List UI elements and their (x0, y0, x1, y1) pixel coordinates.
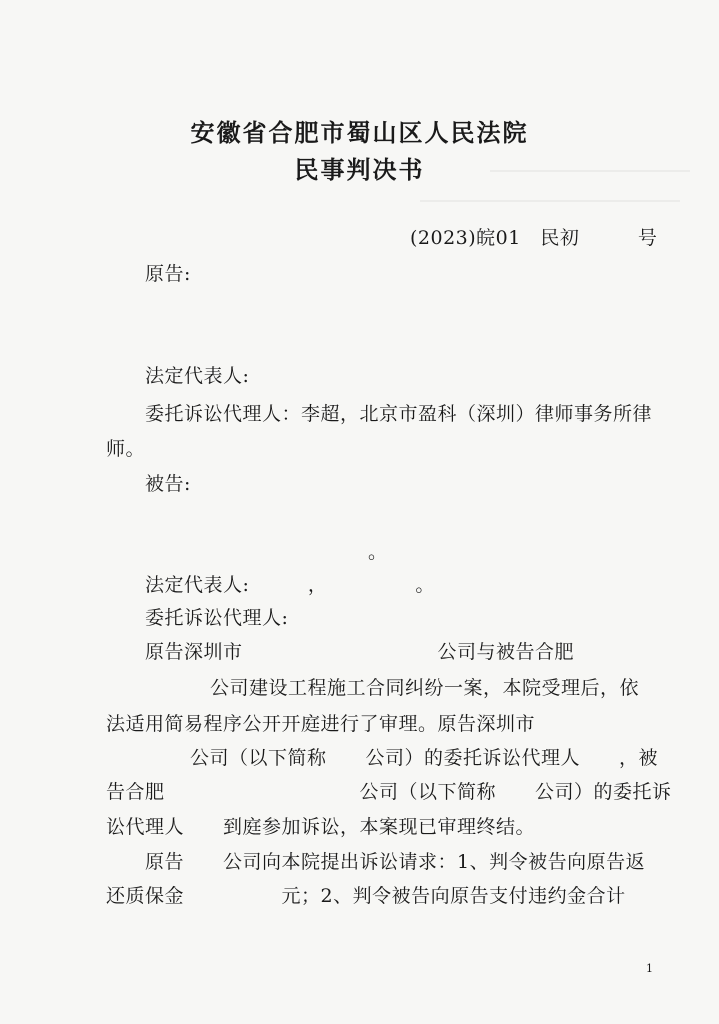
body-line: 告合肥 公司（以下简称 公司）的委托诉 (106, 781, 672, 803)
body-line: 原告 公司向本院提出诉讼请求：1、判令被告向原告返 (145, 851, 646, 873)
body-line: 法适用简易程序公开开庭进行了审理。原告深圳市 (106, 713, 536, 735)
scan-artifact (420, 200, 680, 202)
defendant-legal-rep: 法定代表人: ， 。 (145, 574, 435, 596)
body-line: 讼代理人 到庭参加诉讼，本案现已审理终结。 (106, 816, 536, 838)
defendant-agent: 委托诉讼代理人: (145, 607, 289, 629)
body-line: 公司建设工程施工合同纠纷一案，本院受理后，依 (210, 677, 640, 699)
document-type: 民事判决书 (294, 156, 425, 184)
case-number: (2023)皖01 民初 号 (410, 227, 658, 249)
plaintiff-label: 原告: (145, 263, 191, 285)
page-number: 1 (646, 962, 653, 975)
body-line: 原告深圳市 公司与被告合肥 (145, 641, 575, 663)
body-line: 公司（以下简称 公司）的委托诉讼代理人 ，被 (190, 747, 659, 769)
court-name: 安徽省合肥市蜀山区人民法院 (190, 119, 529, 147)
plaintiff-legal-rep: 法定代表人: (145, 365, 250, 387)
defendant-address-end: 。 (368, 541, 388, 563)
plaintiff-agent-line1: 委托诉讼代理人：李超，北京市盈科（深圳）律师事务所律 (145, 403, 653, 425)
plaintiff-agent-line2: 师。 (106, 438, 146, 460)
body-line: 还质保金 元；2、判令被告向原告支付违约金合计 (106, 885, 626, 907)
defendant-label: 被告: (145, 473, 191, 495)
